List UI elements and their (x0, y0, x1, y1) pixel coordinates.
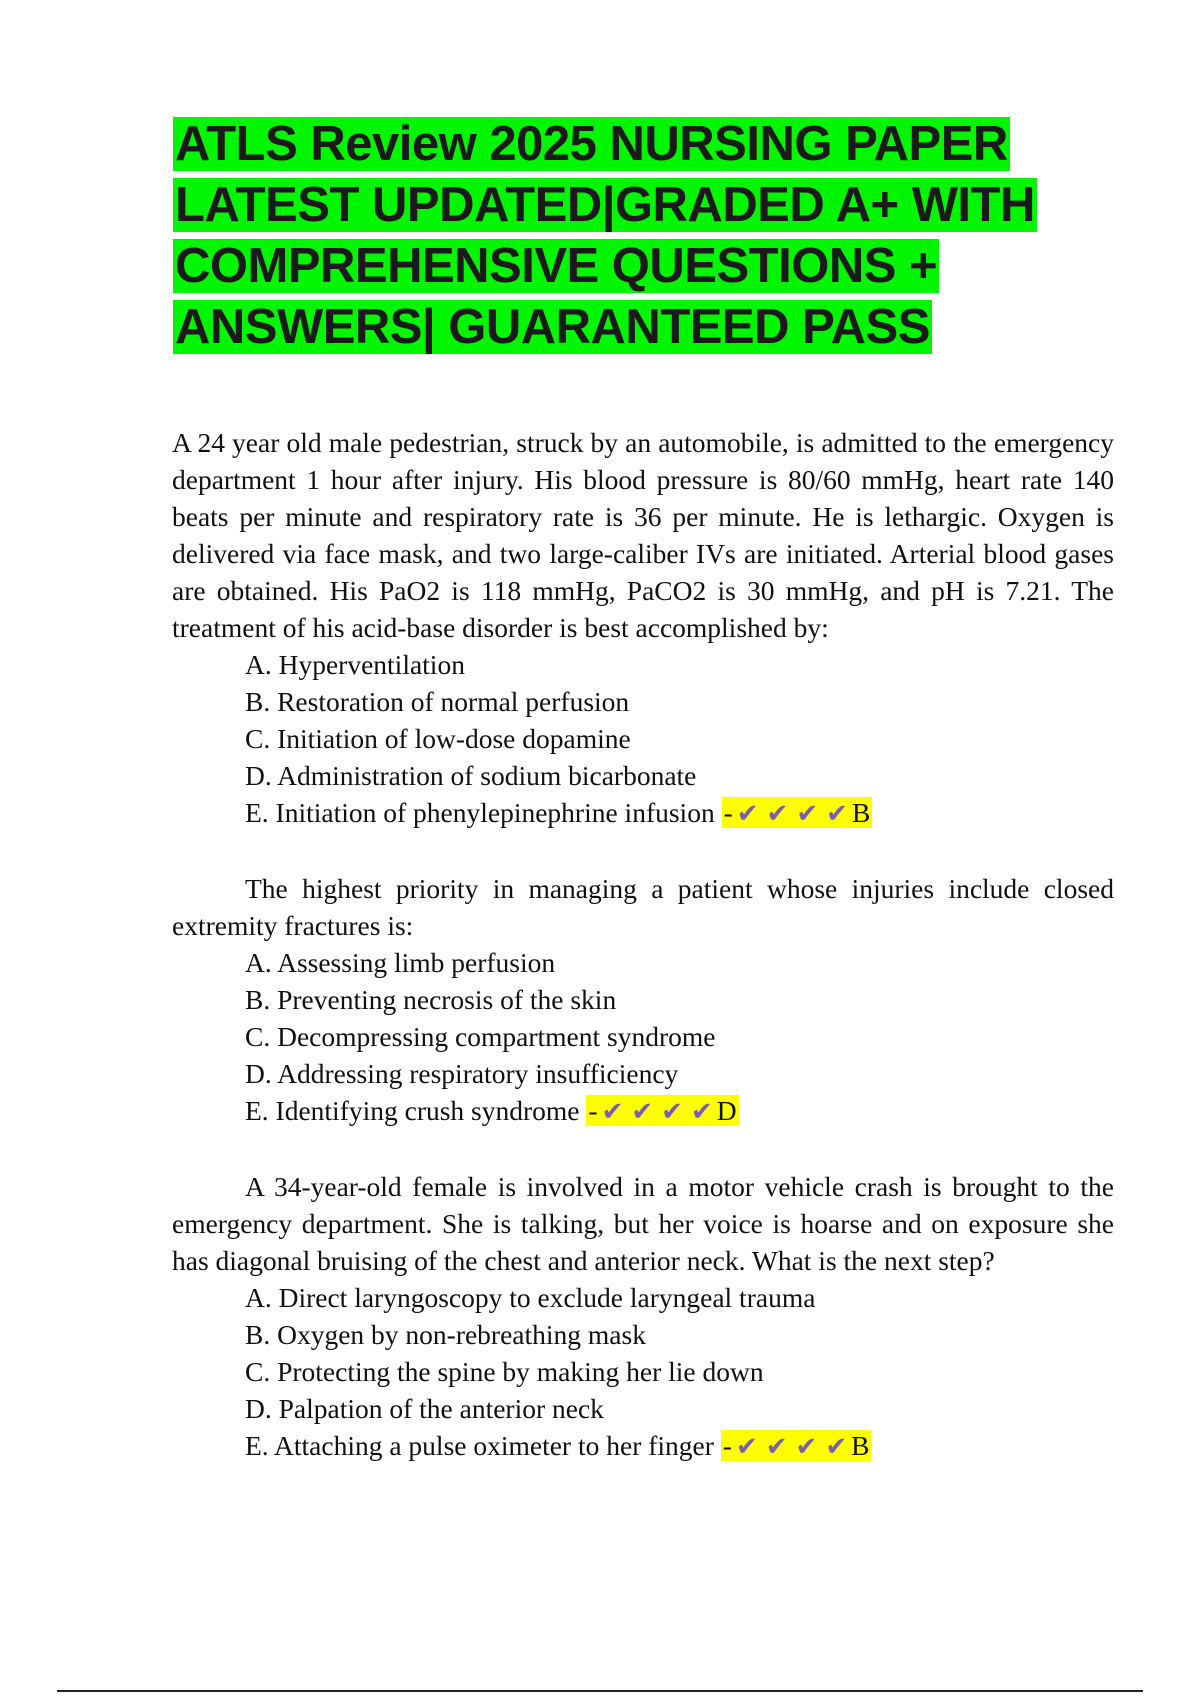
question-stem: The highest priority in managing a patient whose injuries include closed extremity fractures is: (172, 873, 1114, 941)
answer-highlight: - ✔ ✔ ✔ ✔ D (588, 1095, 737, 1127)
check-mark-icon: ✔ (796, 799, 819, 829)
option-with-answer: E. Attaching a pulse oximeter to her finger - ✔ ✔ ✔ ✔ B (245, 1430, 870, 1462)
option: C. Decompressing compartment syndrome (245, 1021, 716, 1052)
check-mark-icon: ✔ (765, 1432, 788, 1462)
option-list (245, 944, 1114, 1131)
answer-letter: D (716, 1095, 737, 1126)
check-mark-icon: ✔ (735, 1432, 758, 1462)
question-stem: A 34-year-old female is involved in a motor vehicle crash is brought to the emergency department. She is talking, but her voice is hoarse and on exposure she has diagonal bruising of the chest and anterior neck. What is the next step? (172, 1171, 1114, 1276)
option: D. Palpation of the anterior neck (245, 1393, 604, 1424)
option-with-answer: E. Identifying crush syndrome - ✔ ✔ ✔ ✔ D (245, 1095, 737, 1127)
check-mark-icon: ✔ (601, 1097, 624, 1127)
check-mark-icon: ✔ (736, 799, 759, 829)
option: B. Oxygen by non-rebreathing mask (245, 1319, 646, 1350)
answer-letter: B (851, 1430, 870, 1461)
option: C. Initiation of low-dose dopamine (245, 723, 631, 754)
check-mark-icon: ✔ (825, 1432, 848, 1462)
check-mark-icon: ✔ (766, 799, 789, 829)
check-mark-icon: ✔ (795, 1432, 818, 1462)
option: A. Assessing limb perfusion (245, 947, 556, 978)
option: A. Direct laryngoscopy to exclude laryngeal trauma (245, 1282, 816, 1313)
page-bottom-rule (57, 1690, 1143, 1692)
document-title: ATLS Review 2025 NURSING PAPER LATEST UPDATED|GRADED A+ WITH COMPREHENSIVE QUESTIONS + ANSWERS| GUARANTEED PASS (175, 117, 1035, 354)
answer-highlight: - ✔ ✔ ✔ ✔ B (722, 1430, 870, 1462)
question-list (172, 424, 1114, 1503)
option-with-answer: E. Initiation of phenylepinephrine infusion - ✔ ✔ ✔ ✔ B (245, 797, 871, 829)
option: D. Addressing respiratory insufficiency (245, 1058, 679, 1089)
option: D. Administration of sodium bicarbonate (245, 760, 697, 791)
check-mark-icon: ✔ (631, 1097, 654, 1127)
answer-letter: B (851, 797, 871, 828)
option: B. Restoration of normal perfusion (245, 686, 630, 717)
option: B. Preventing necrosis of the skin (245, 984, 617, 1015)
check-mark-icon: ✔ (690, 1097, 713, 1127)
option: C. Protecting the spine by making her lie down (245, 1356, 764, 1387)
option: A. Hyperventilation (245, 649, 465, 680)
check-mark-icon: ✔ (826, 799, 848, 829)
check-mark-icon: ✔ (661, 1097, 683, 1127)
answer-highlight: - ✔ ✔ ✔ ✔ B (723, 797, 871, 829)
option-list (245, 646, 1114, 833)
option-list (245, 1279, 1114, 1466)
question-stem: A 24 year old male pedestrian, struck by an automobile, is admitted to the emergency department 1 hour after injury. His blood pressure is 80/60 mmHg, heart rate 140 beats per minute and respiratory rate is 36 per minute. He is lethargic. Oxygen is delivered via face mask, and two large-caliber IVs are initiated. Arterial blood gases are obtained. His PaO2 is 118 mmHg, PaCO2 is 30 mmHg, and pH is 7.21. The treatment of his acid-base disorder is best accomplished by: (172, 427, 1114, 643)
